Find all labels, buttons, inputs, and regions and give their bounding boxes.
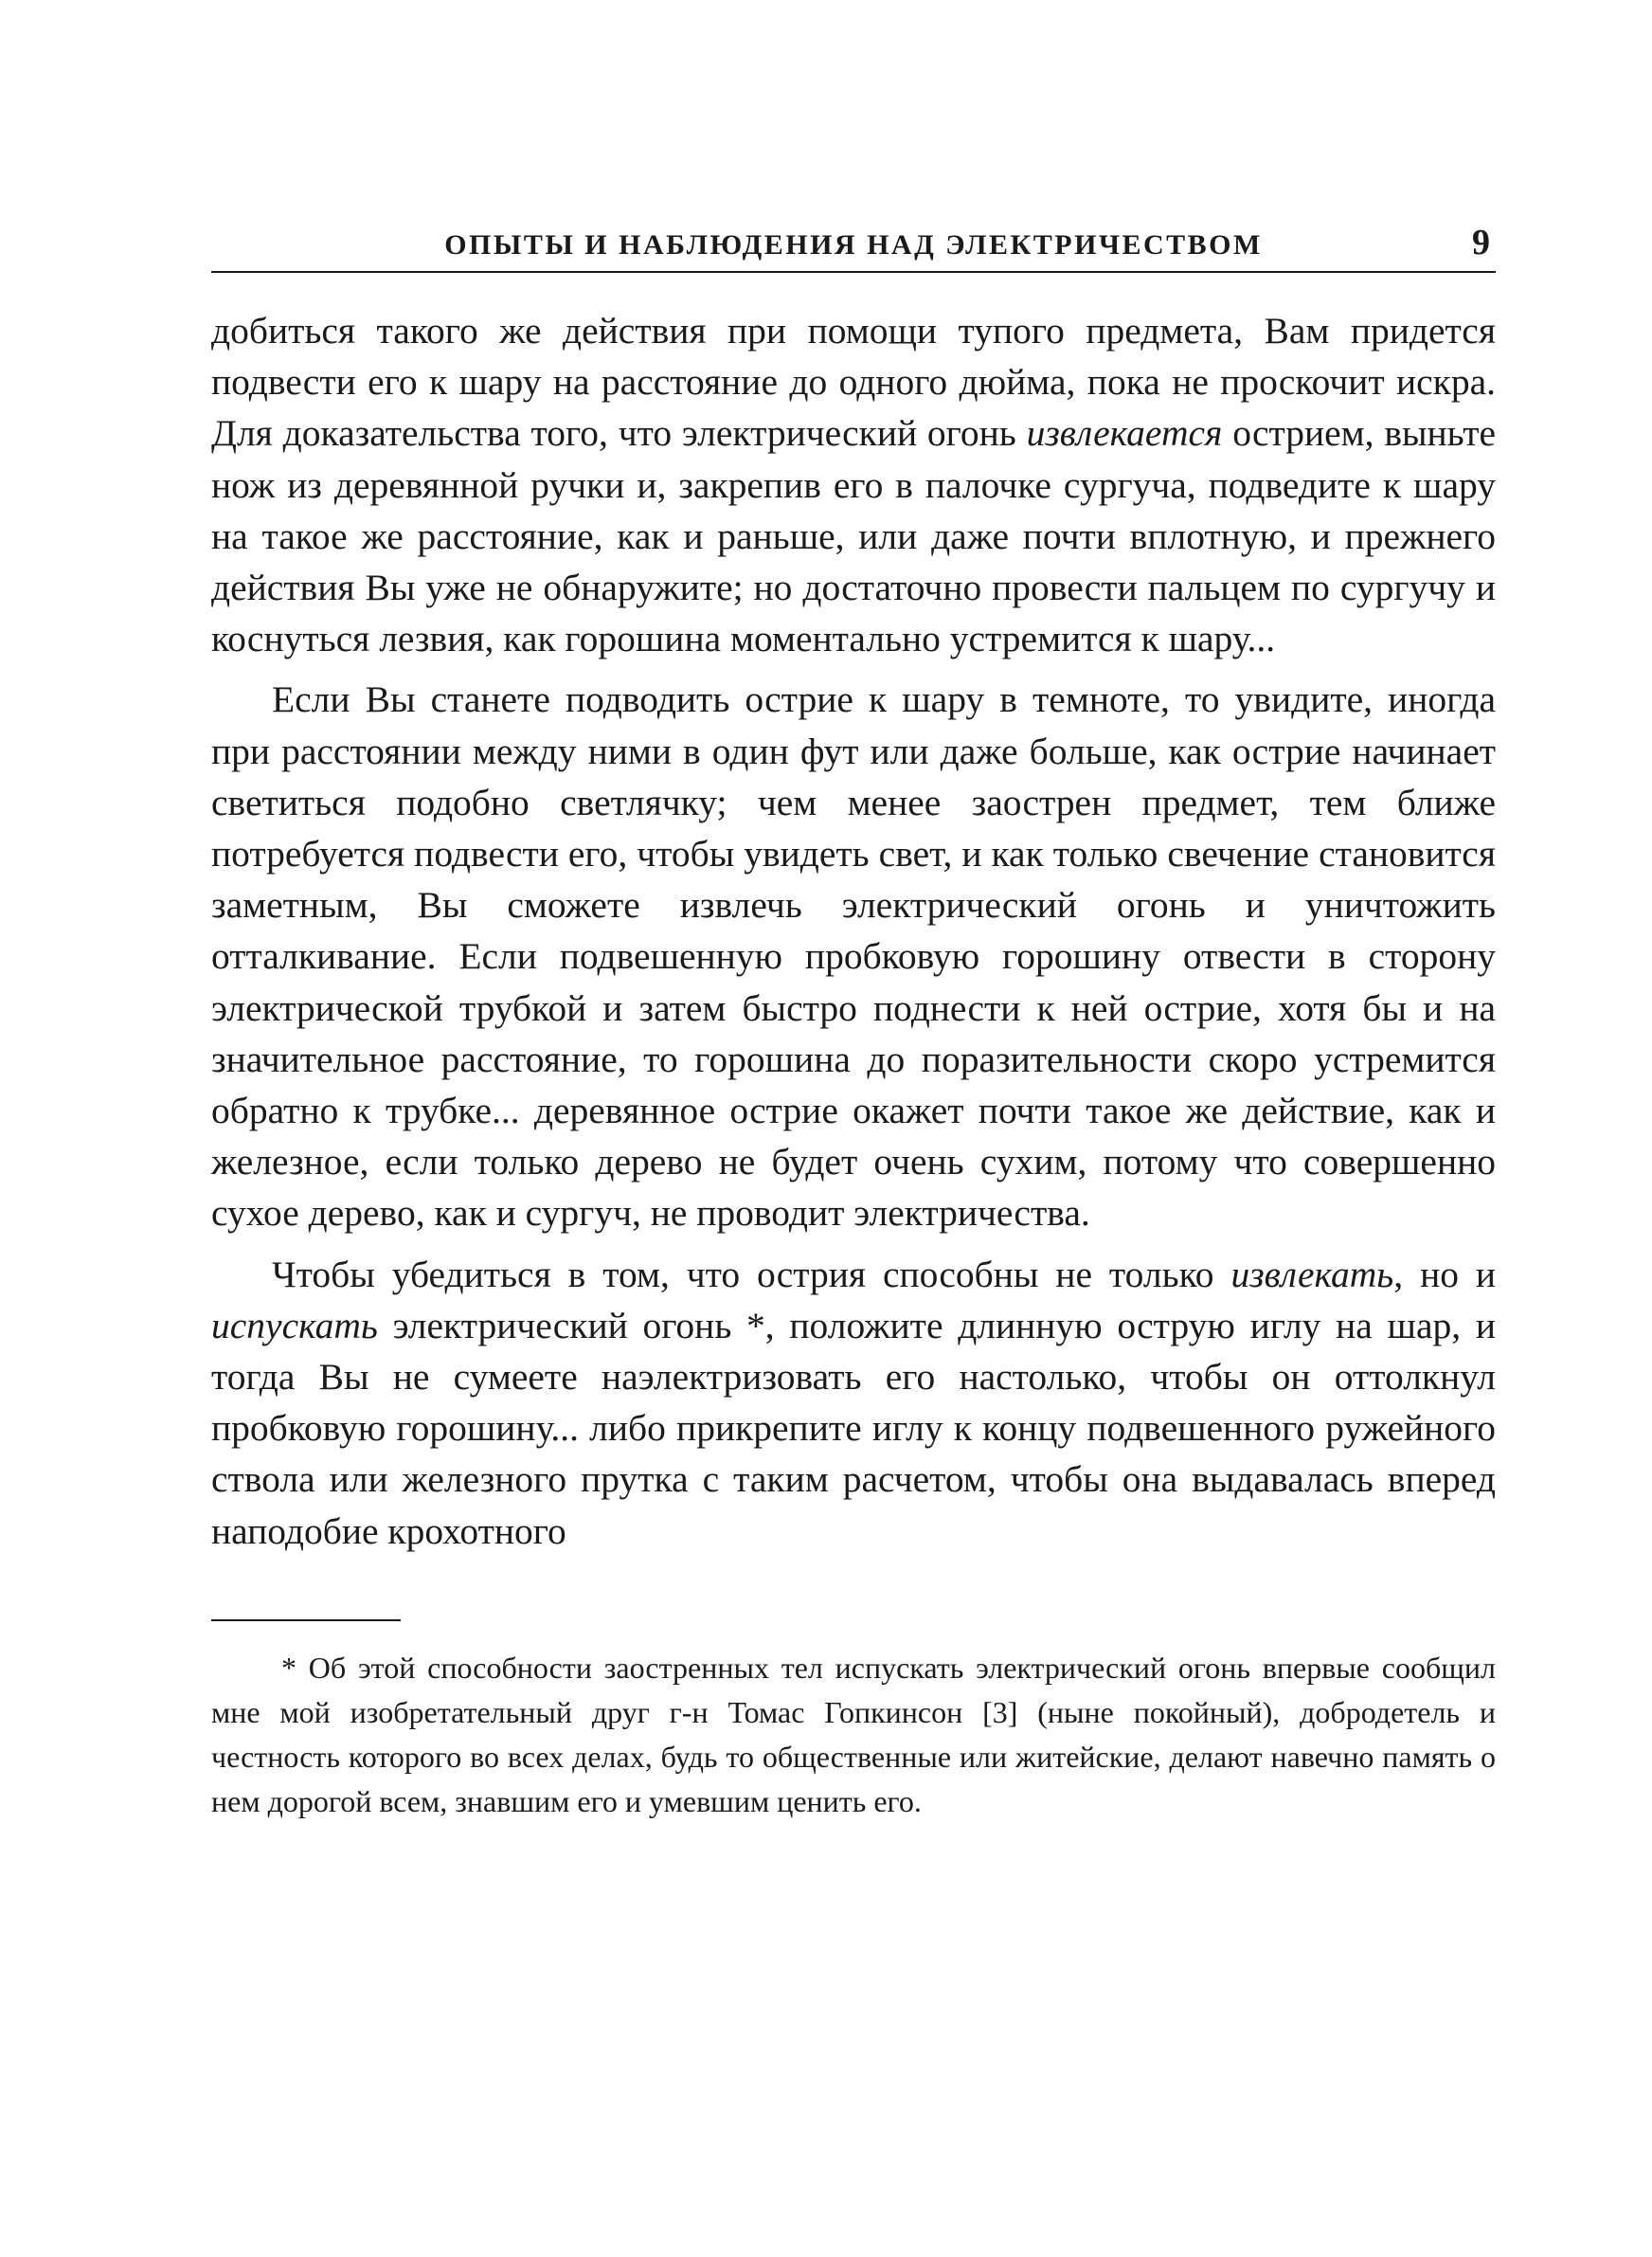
running-title: ОПЫТЫ И НАБЛЮДЕНИЯ НАД ЭЛЕКТРИЧЕСТВОМ bbox=[444, 229, 1263, 261]
page-number: 9 bbox=[1472, 223, 1490, 262]
emphasis-izvlekaetsya: извлекается bbox=[1026, 412, 1223, 455]
paragraph-1 bbox=[211, 305, 1496, 664]
paragraph-3-text-a: Чтобы убедиться в том, что острия способны не только bbox=[272, 1253, 1231, 1295]
paragraph-3-text-b: , но и bbox=[1393, 1253, 1497, 1295]
paragraph-1-text-a: добиться такого же действия при помощи тупого предмета, Вам придется подвести его к шару на расстояние до одного дюйма, пока не проскочит искра. Для доказательства того, что электрический огонь bbox=[211, 310, 1496, 455]
running-head bbox=[211, 218, 1496, 273]
paragraph-1-text-b: острием, выньте нож из деревянной ручки и, закрепив его в палочке сургуча, подведите к шару на такое же расстояние, как и раньше, или даже почти вплотную, и прежнего действия Вы уже не обнаружите; но достаточно провести пальцем по сургучу и коснуться лезвия, как горошина моментально устремится к шару... bbox=[211, 412, 1496, 660]
paragraph-2 bbox=[211, 674, 1496, 1238]
footnote-divider bbox=[211, 1619, 401, 1621]
footnote: * Об этой способности заостренных тел испускать электрический огонь впервые сообщил мне мой изобретательный друг г-н Томас Гопкинсон [3] (ныне покойный), добродетель и честность которого во всех делах, будь то общественные или житейские, делают навечно память о нем дорогой всем, знавшим его и умевшим ценить его. bbox=[211, 1650, 1496, 1818]
paragraph-3-text-c: электрический огонь *, положите длинную острую иглу на шар, и тогда Вы не сумеете наэлектризовать его настолько, чтобы он оттолкнул пробковую горошину... либо прикрепите иглу к концу подвешенного ружейного ствола или железного прутка с таким расчетом, чтобы она выдавалась вперед наподобие крохотного bbox=[211, 1304, 1496, 1552]
body-text bbox=[211, 305, 1496, 1557]
emphasis-ispuskat: испускать bbox=[211, 1304, 378, 1346]
emphasis-izvlekat: извлекать bbox=[1230, 1253, 1394, 1295]
paragraph-2-text: Если Вы станете подводить острие к шару в темноте, то увидите, иногда при расстоянии между ними в один фут или даже больше, как острие начинает светиться подобно светлячку; чем менее заострен предмет, тем ближе потребуется подвести его, чтобы увидеть свет, и как только свечение становится заметным, Вы сможете извлечь электрический огонь и уничтожить отталкивание. Если подвешенную пробковую горошину отвести в сторону электрической трубкой и затем быстро поднести к ней острие, хотя бы и на значительное расстояние, то горошина до поразительности скоро устремится обратно к трубке... деревянное острие окажет почти такое же действие, как и железное, если только дерево не будет очень сухим, потому что совершенно сухое дерево, как и сургуч, не проводит электричества. bbox=[211, 678, 1496, 1235]
book-page bbox=[211, 218, 1496, 1824]
paragraph-3 bbox=[211, 1249, 1496, 1557]
